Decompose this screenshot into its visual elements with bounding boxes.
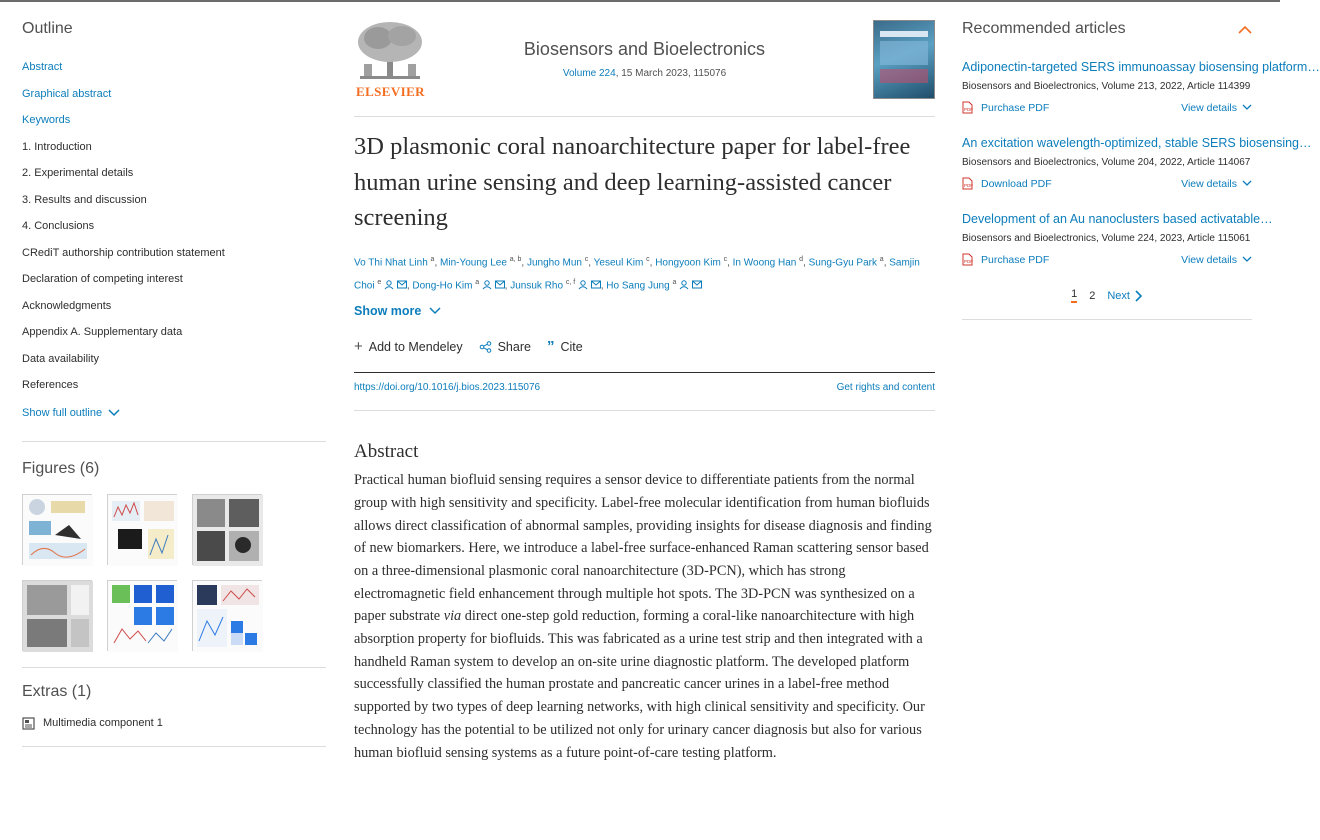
next-page-button[interactable] [1107, 290, 1143, 302]
view-details-button[interactable] [1181, 102, 1252, 114]
recommended-heading: Recommended articles [962, 20, 1126, 37]
author-name[interactable]: Dong-Ho Kim [412, 280, 473, 292]
outline-item-keywords[interactable]: Keywords [22, 114, 71, 126]
outline-item-competing-interest[interactable]: Declaration of competing interest [22, 273, 183, 285]
pdf-icon [962, 253, 973, 266]
add-to-mendeley-button[interactable] [354, 338, 463, 355]
chevron-right-icon [1135, 290, 1143, 302]
author-affiliation[interactable]: c [584, 255, 589, 263]
svg-text:PDF: PDF [964, 259, 973, 264]
recommended-article [962, 212, 1273, 266]
recommended-panel [962, 20, 1320, 320]
outline-item-results[interactable]: 3. Results and discussion [22, 193, 147, 206]
email-icon[interactable] [692, 280, 702, 289]
view-details-label: View details [1181, 177, 1237, 190]
author-affiliation[interactable]: c, f [565, 278, 576, 286]
outline-item-graphical-abstract[interactable]: Graphical abstract [22, 87, 112, 100]
share-button[interactable] [479, 340, 531, 354]
outline-item-experimental[interactable]: 2. Experimental details [22, 167, 134, 179]
author-affiliation[interactable]: a, b [509, 255, 522, 263]
share-icon [479, 341, 492, 353]
author-name[interactable]: Vo Thi Nhat Linh [354, 256, 428, 268]
doi-row [354, 382, 935, 393]
pdf-icon [962, 101, 973, 114]
figure-thumbnail[interactable] [22, 494, 92, 565]
add-to-mendeley-label: Add to Mendeley [368, 339, 463, 354]
email-icon[interactable] [591, 280, 601, 289]
purchase-pdf-link[interactable] [962, 101, 1049, 114]
abstract-text-part: Practical human biofluid sensing requires a sensor device to differentiate patients from the normal group with high sensitivity and specificity. Label-free molecular identification from human biofluids allows direct classification of abnormal samples, providing insights for disease diagnosis and finding of new biomarkers. Here, we introduce a label-free surface-enhanced Raman scattering sensor based on a three-dimensional plasmonic coral nanoarchitecture (3D-PCN), which has strong electromagnetic field enhancement through multiple hot spots. The 3D-PCN was synthesized on a paper substrate [354, 472, 932, 625]
divider [22, 441, 326, 442]
journal-name[interactable]: Biosensors and Bioelectronics [523, 39, 766, 59]
volume-link[interactable]: Volume 224 [562, 68, 616, 79]
person-icon[interactable] [384, 280, 394, 289]
author-affiliation[interactable]: a [430, 255, 435, 263]
article-main [354, 20, 935, 764]
elsevier-wordmark: ELSEVIER [356, 84, 425, 99]
abstract-text-part: direct one-step gold reduction, forming a coral-like nanoarchitecture with high absorption property for biofluids. This was fabricated as a urine test strip and then integrated with a handheld Raman system to develop an on-site urine diagnostic platform. The developed platform successfully classified the human prostate and pancreatic cancer urines in a label-free method supported by two types of deep learning networks, with high clinical sensitivity and specificity. Our technology has the potential to be utilized not only for urinary cancer diagnosis but also for various human biofluid sensing systems as a future point-of-care testing platform. [354, 608, 925, 761]
author-name[interactable]: Jungho Mun [526, 256, 582, 268]
author-name[interactable]: Samjin Choi [354, 256, 920, 292]
recommended-article [962, 60, 1320, 114]
author-separator: , [803, 256, 809, 268]
pdf-icon [962, 177, 973, 190]
recommended-pagination [962, 288, 1252, 303]
chevron-down-icon [108, 409, 120, 417]
purchase-pdf-link[interactable] [962, 253, 1049, 266]
view-details-button[interactable] [1181, 178, 1252, 190]
author-separator: , [406, 280, 413, 292]
author-name[interactable]: Junsuk Rho [510, 280, 564, 292]
recommended-article-meta: Biosensors and Bioelectronics, Volume 213, 2022, Article 114399 [962, 81, 1251, 92]
author-name[interactable]: In Woong Han [732, 256, 797, 268]
divider [354, 116, 935, 117]
svg-text:PDF: PDF [964, 107, 973, 112]
abstract-text [354, 469, 935, 764]
show-full-outline-label: Show full outline [22, 406, 103, 419]
doi-link[interactable]: https://doi.org/10.1016/j.bios.2023.115076 [354, 382, 541, 394]
outline-item-acknowledgments[interactable]: Acknowledgments [22, 299, 112, 312]
author-separator: , [883, 256, 890, 268]
next-label: Next [1107, 289, 1130, 302]
recommended-header[interactable] [962, 20, 1252, 38]
figure-thumbnail[interactable] [192, 494, 262, 565]
journal-cover-image[interactable] [873, 20, 935, 99]
person-icon[interactable] [482, 280, 492, 289]
plus-icon: + [354, 338, 363, 356]
pdf-label: Purchase PDF [981, 253, 1050, 266]
cite-button[interactable] [547, 338, 583, 355]
divider [962, 319, 1252, 320]
recommended-article-meta: Biosensors and Bioelectronics, Volume 224, 2023, Article 115061 [962, 233, 1251, 244]
author-name[interactable]: Ho Sang Jung [606, 280, 670, 292]
extras-item-multimedia[interactable] [22, 717, 326, 730]
person-icon[interactable] [578, 280, 588, 289]
journal-meta [354, 68, 935, 79]
extras-heading: Extras (1) [22, 682, 92, 700]
view-details-label: View details [1181, 101, 1237, 114]
author-name[interactable]: Hongyoon Kim [655, 256, 721, 268]
outline-item-data-availability[interactable]: Data availability [22, 352, 100, 365]
email-icon[interactable] [397, 280, 407, 289]
abstract-text-italic: via [443, 608, 462, 625]
view-details-label: View details [1181, 253, 1237, 266]
author-affiliation[interactable]: c [723, 255, 728, 263]
article-actions [354, 338, 935, 355]
recommended-article-meta: Biosensors and Bioelectronics, Volume 204, 2022, Article 114067 [962, 157, 1251, 168]
divider [22, 746, 326, 747]
outline-item-abstract[interactable]: Abstract [22, 61, 63, 73]
figure-thumbnail[interactable] [107, 494, 177, 565]
outline-heading: Outline [22, 20, 73, 37]
author-name[interactable]: Yeseul Kim [593, 256, 644, 268]
get-rights-link[interactable]: Get rights and content [836, 382, 935, 394]
author-affiliation[interactable]: a [879, 255, 884, 263]
pdf-label: Purchase PDF [981, 101, 1050, 114]
chevron-down-icon [1242, 256, 1252, 263]
divider [22, 667, 326, 668]
divider [354, 372, 935, 373]
divider [354, 410, 935, 411]
quote-icon: ” [546, 338, 555, 356]
person-icon[interactable] [679, 280, 689, 289]
author-separator: , [600, 280, 607, 292]
journal-date: , 15 March 2023, 115076 [615, 68, 727, 79]
recommended-article-title[interactable]: Development of an Au nanoclusters based activatable… [962, 212, 1273, 226]
download-pdf-link[interactable] [962, 177, 1052, 190]
share-label: Share [497, 339, 531, 354]
elsevier-logo[interactable] [354, 20, 426, 100]
pdf-label: Download PDF [981, 177, 1052, 190]
show-full-outline-button[interactable] [22, 407, 326, 419]
author-separator: , [588, 256, 594, 268]
outline-item-credit[interactable]: CRediT authorship contribution statement [22, 246, 225, 259]
chevron-up-icon[interactable] [1238, 25, 1252, 34]
author-affiliation[interactable]: a [475, 278, 480, 286]
chevron-down-icon [1242, 180, 1252, 187]
email-icon[interactable] [495, 280, 505, 289]
author-name[interactable]: Min-Young Lee [440, 256, 507, 268]
cite-label: Cite [560, 339, 583, 354]
recommended-article [962, 136, 1312, 190]
figure-thumbnail[interactable] [22, 580, 92, 651]
abstract-heading: Abstract [354, 441, 419, 463]
page-1-button[interactable]: 1 [1071, 288, 1077, 303]
author-affiliation[interactable]: c [646, 255, 650, 263]
extras-item-label: Multimedia component 1 [43, 717, 163, 729]
author-separator: , [521, 256, 527, 268]
author-separator: , [649, 256, 656, 268]
left-sidebar [22, 20, 326, 747]
outline-item-appendix[interactable]: Appendix A. Supplementary data [22, 326, 183, 338]
document-icon [22, 717, 35, 730]
figure-thumbnail[interactable] [192, 580, 262, 651]
svg-text:PDF: PDF [964, 183, 973, 188]
show-more-button[interactable] [354, 304, 935, 318]
article-title: 3D plasmonic coral nanoarchitecture paper for label-free human urine sensing and deep learning-assisted cancer screening [354, 133, 911, 231]
show-more-label: Show more [354, 304, 422, 319]
author-separator: , [727, 256, 733, 268]
author-separator: , [504, 280, 511, 292]
page-2-button[interactable]: 2 [1089, 289, 1096, 302]
author-affiliation[interactable]: a [672, 278, 677, 286]
outline-item-references[interactable]: References [22, 379, 79, 391]
recommended-article-title[interactable]: Adiponectin-targeted SERS immunoassay biosensing platform… [962, 60, 1320, 74]
figures-heading: Figures (6) [22, 459, 100, 477]
recommended-article-title[interactable]: An excitation wavelength-optimized, stable SERS biosensing… [962, 136, 1312, 150]
outline-item-introduction[interactable]: 1. Introduction [22, 140, 92, 153]
author-name[interactable]: Sung-Gyu Park [808, 256, 877, 268]
journal-header [354, 20, 935, 116]
author-affiliation[interactable]: e [377, 278, 382, 286]
outline-list [22, 60, 326, 405]
figures-grid [22, 494, 326, 651]
chevron-down-icon [429, 307, 441, 315]
view-details-button[interactable] [1181, 254, 1252, 266]
author-separator: , [434, 256, 441, 268]
chevron-down-icon [1242, 104, 1252, 111]
figure-thumbnail[interactable] [107, 580, 177, 651]
outline-item-conclusions[interactable]: 4. Conclusions [22, 220, 95, 232]
author-list [354, 250, 935, 297]
author-affiliation[interactable]: d [799, 255, 804, 263]
